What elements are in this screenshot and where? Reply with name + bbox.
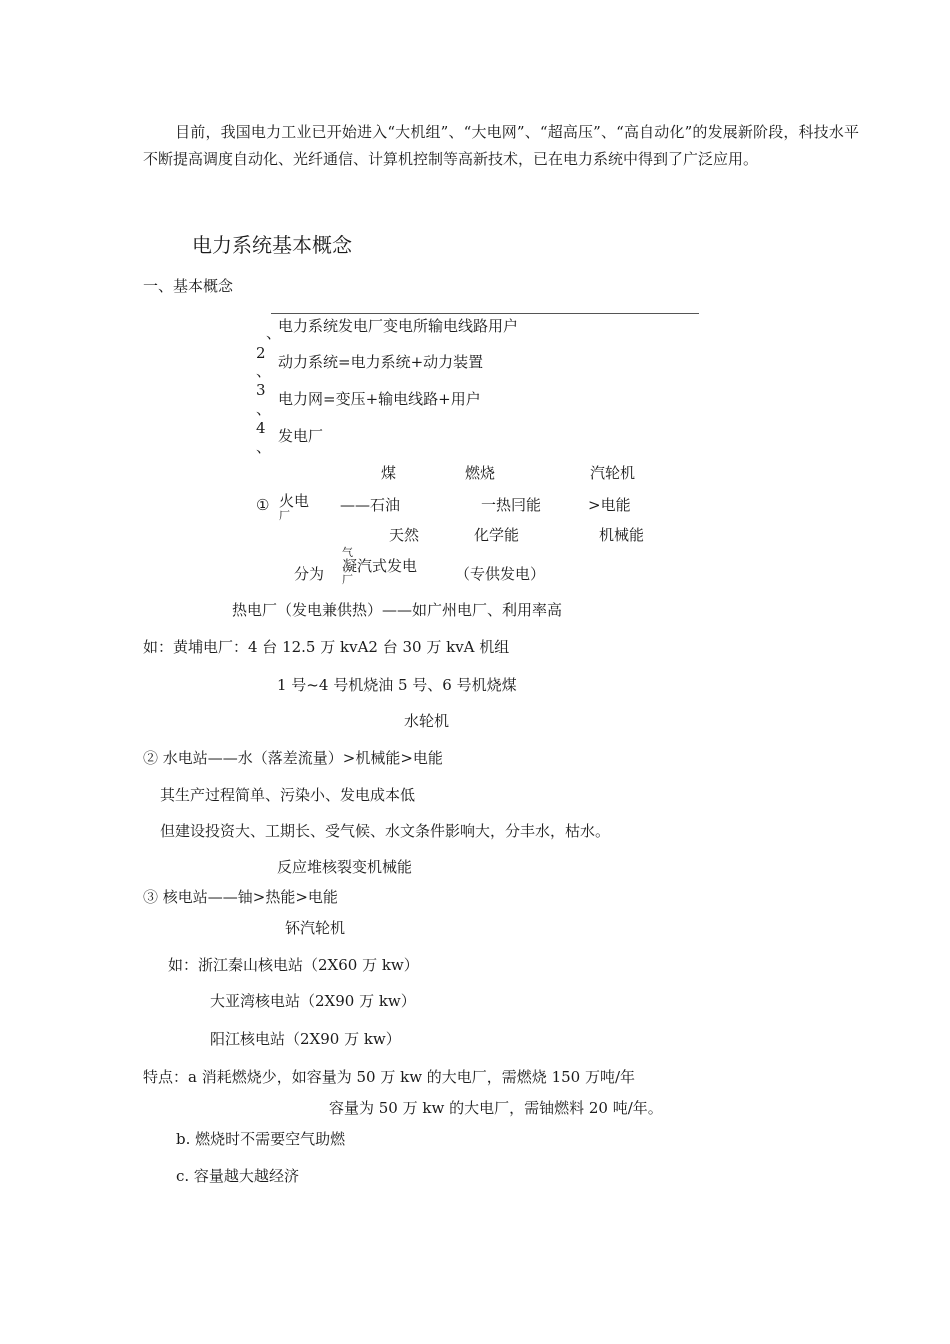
subsection-heading: 一、基本概念 (143, 277, 234, 295)
condense-small-bottom: 厂 (342, 573, 353, 586)
nuclear-reactor-label: 反应堆核裂变机械能 (277, 858, 413, 876)
def-mark: 、 (256, 362, 272, 380)
feature-a: 特点：a 消耗燃烧少，如容量为 50 万 kw 的大电厂，需燃烧 150 万吨/年 (143, 1068, 636, 1086)
def-dynamic-system: 动力系统=电力系统+动力装置 (278, 353, 484, 371)
thermal-plant-sub: 厂 (279, 509, 290, 522)
heat-energy: 一热冃能 (481, 496, 542, 514)
def-mark: 、 (266, 324, 282, 342)
chp-plant: 热电厂（发电兼供热）——如广州电厂、利用率高 (232, 601, 563, 619)
split-label: 分为 (294, 565, 325, 583)
electric-energy: >电能 (588, 496, 631, 514)
def-power-grid: 电力网=变压+输电线路+用户 (278, 390, 481, 408)
condense-small-top: 气 (342, 546, 353, 559)
section-title: 电力系统基本概念 (192, 233, 352, 257)
thermal-example: 如：黄埔电厂：4 台 12.5 万 kvA2 台 30 万 kvA 机组 (143, 638, 510, 656)
def-mark: 、 (256, 400, 272, 418)
fuel-coal: 煤 (381, 464, 397, 482)
def-mark: 、 (256, 438, 272, 456)
chemical-energy: 化学能 (474, 526, 520, 544)
thermal-example-units: 1 号~4 号机烧油 5 号、6 号机烧煤 (277, 676, 517, 694)
hydro-turbine-label: 水轮机 (404, 712, 450, 730)
nuclear-turbine-label: 钚汽轮机 (285, 919, 346, 937)
nuclear-example-qinshan: 如：浙江秦山核电站（2X60 万 kw） (168, 956, 419, 974)
hydro-disadvantages: 但建设投资大、工期长、受气候、水文条件影响大，分丰水，枯水。 (160, 822, 611, 840)
nuclear-example-dayawan: 大亚湾核电站（2X90 万 kw） (210, 992, 416, 1010)
supply-note: （专供发电） (455, 565, 546, 583)
combustion-label: 燃烧 (465, 464, 496, 482)
thermal-plant-label: 火电 (279, 492, 310, 510)
nuclear-station-line: ③ 核电站——铀>热能>电能 (143, 888, 338, 906)
fuel-oil: ——石油 (340, 496, 401, 514)
thermal-number: ① (256, 496, 270, 514)
def-mark: 4 (256, 419, 266, 437)
feature-c: c. 容量越大越经济 (176, 1167, 299, 1185)
feature-a-continued: 容量为 50 万 kw 的大电厂，需铀燃料 20 吨/年。 (329, 1099, 663, 1117)
hydro-station-line: ② 水电站——水（落差流量）>机械能>电能 (143, 749, 443, 767)
intro-text: 目前，我国电力工业已开始进入“大机组”、“大电网”、“超高压”、“高自动化”的发展新阶段，科技水平不断提高调度自动化、光纤通信、计算机控制等高新技术，已在电力系统中得到了广泛应用。 (143, 123, 859, 168)
fuel-gas: 天然 (389, 526, 420, 544)
def-power-plant: 发电厂 (278, 427, 324, 445)
feature-b: b. 燃烧时不需要空气助燃 (176, 1130, 346, 1148)
divider-line (271, 313, 699, 314)
intro-paragraph (143, 119, 859, 172)
def-mark: 2 (256, 344, 266, 362)
mechanical-energy: 机械能 (599, 526, 645, 544)
condensing-plant: 凝汽式发电 (342, 557, 418, 575)
def-power-system: 电力系统发电厂变电所输电线路用户 (278, 317, 519, 335)
def-mark: 3 (256, 381, 266, 399)
steam-turbine-label: 汽轮机 (590, 464, 636, 482)
hydro-advantages: 其生产过程简单、污染小、发电成本低 (160, 786, 416, 804)
nuclear-example-yangjiang: 阳江核电站（2X90 万 kw） (210, 1030, 401, 1048)
